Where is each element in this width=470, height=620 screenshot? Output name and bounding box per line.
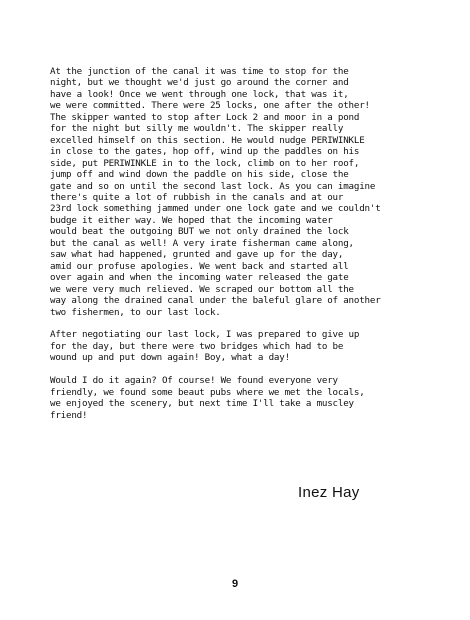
text-line: have a look! Once we went through one lock, that was it, bbox=[50, 88, 349, 100]
paragraph bbox=[50, 66, 450, 318]
article-body bbox=[50, 66, 450, 421]
text-line: friend! bbox=[50, 409, 88, 421]
text-line: we enjoyed the scenery, but next time I'll take a muscley bbox=[50, 398, 354, 410]
text-line: The skipper wanted to stop after Lock 2 and moor in a pond bbox=[50, 111, 360, 123]
text-line: over again and when the incoming water released the gate bbox=[50, 272, 349, 284]
text-line: excelled himself on this section. He would nudge PERIWINKLE bbox=[50, 134, 365, 146]
text-line: gate and so on until the second last lock. As you can imagine bbox=[50, 180, 376, 192]
text-line: After negotiating our last lock, I was prepared to give up bbox=[50, 329, 360, 341]
author-signature: Inez Hay bbox=[298, 484, 360, 501]
text-line: wound up and put down again! Boy, what a day! bbox=[50, 352, 290, 364]
text-line: friendly, we found some beaut pubs where we met the locals, bbox=[50, 386, 365, 398]
text-line: we were committed. There were 25 locks, one after the other! bbox=[50, 100, 370, 112]
text-line: Would I do it again? Of course! We found everyone very bbox=[50, 375, 338, 387]
text-line: we were very much relieved. We scraped our bottom all the bbox=[50, 283, 354, 295]
paragraph-gap bbox=[50, 364, 450, 375]
paragraph bbox=[50, 375, 450, 421]
text-line: there's quite a lot of rubbish in the canals and at our bbox=[50, 191, 344, 203]
text-line: amid our profuse apologies. We went back and started all bbox=[50, 260, 349, 272]
text-line: for the night but silly me wouldn't. The skipper really bbox=[50, 123, 344, 135]
text-line: 23rd lock something jammed under one lock gate and we couldn't bbox=[50, 203, 381, 215]
text-line: but the canal as well! A very irate fisherman came along, bbox=[50, 237, 354, 249]
text-line: jump off and wind down the paddle on his side, close the bbox=[50, 169, 349, 181]
text-line: At the junction of the canal it was time to stop for the bbox=[50, 66, 349, 77]
text-line: side, put PERIWINKLE in to the lock, climb on to her roof, bbox=[50, 157, 360, 169]
text-line: saw what had happened, grunted and gave up for the day, bbox=[50, 249, 344, 261]
text-line: would beat the outgoing BUT we not only drained the lock bbox=[50, 226, 349, 238]
text-line: two fishermen, to our last lock. bbox=[50, 306, 221, 318]
paragraph bbox=[50, 329, 450, 363]
text-line: budge it either way. We hoped that the incoming water bbox=[50, 214, 333, 226]
text-line: way along the drained canal under the baleful glare of another bbox=[50, 295, 381, 307]
page-number: 9 bbox=[231, 578, 239, 590]
paragraph-gap bbox=[50, 318, 450, 329]
text-line: for the day, but there were two bridges which had to be bbox=[50, 340, 344, 352]
text-line: night, but we thought we'd just go around the corner and bbox=[50, 77, 349, 89]
text-line: in close to the gates, hop off, wind up the paddles on his bbox=[50, 146, 360, 158]
